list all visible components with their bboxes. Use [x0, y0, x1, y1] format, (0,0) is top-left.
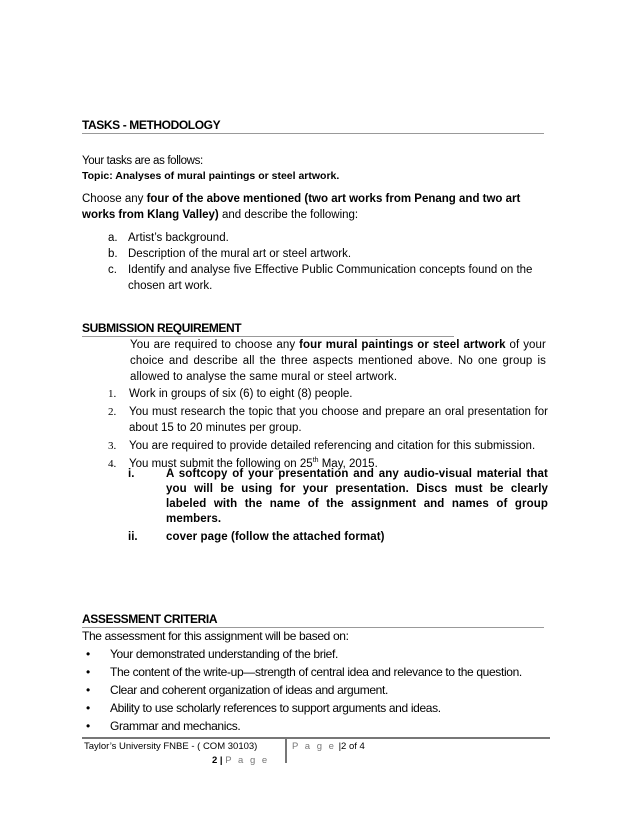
submission-paragraph: You are required to choose any four mural paintings or steel artwork of your choice and describe all the three aspects mentioned above. No one group is allowed to analyse the same mural or steel artwork.	[130, 339, 546, 383]
list-item: 1. Work in groups of six (6) to eight (8) people.	[108, 388, 353, 400]
list-item: • Clear and coherent organization of ideas and argument.	[86, 683, 388, 697]
list-item: • Your demonstrated understanding of the brief.	[86, 647, 338, 661]
footer-course: Taylor’s University FNBE - ( COM 30103)	[84, 741, 258, 752]
submission-heading: SUBMISSION REQUIREMENT	[82, 321, 454, 337]
list-item: 4. You must submit the following on 25th May, 2015.	[108, 457, 378, 470]
tasks-heading: TASKS - METHODOLOGY	[82, 118, 544, 134]
tasks-choose-paragraph: Choose any four of the above mentioned (two art works from Penang and two art works from Klang Valley) and describe the following:	[82, 193, 521, 221]
list-item: 2. You must research the topic that you choose and prepare an oral presentation for about 15 to 20 minutes per group.	[108, 406, 548, 434]
list-item: b. Description of the mural art or steel artwork.	[108, 248, 352, 260]
assessment-intro: The assessment for this assignment will be based on:	[82, 629, 349, 643]
footer-page-indicator: P a g e |2 of 4	[292, 741, 365, 752]
assessment-heading: ASSESSMENT CRITERIA	[82, 612, 544, 628]
footer-divider	[285, 739, 287, 763]
submission-sub-list	[128, 467, 548, 548]
list-item: i. A softcopy of your presentation and any audio-visual material that you will be using for your presentation. Discs must be clearly labeled with the name of the assignment and names of group members.	[128, 468, 548, 525]
assessment-list	[86, 645, 546, 735]
submission-list	[108, 386, 548, 474]
tasks-list	[108, 230, 548, 294]
list-item: • Grammar and mechanics.	[86, 719, 241, 733]
footer-rule	[82, 737, 550, 739]
list-item: • Ability to use scholarly references to support arguments and ideas.	[86, 701, 441, 715]
tasks-topic: Topic: Analyses of mural paintings or steel artwork.	[82, 170, 340, 182]
list-item: ii. cover page (follow the attached format)	[128, 531, 385, 543]
list-item: a. Artist’s background.	[108, 232, 229, 244]
list-item: • The content of the write-up—strength of central idea and relevance to the question.	[86, 665, 522, 679]
footer-page-number: 2 | P a g e	[212, 755, 270, 766]
list-item: 3. You are required to provide detailed referencing and citation for this submission.	[108, 440, 536, 452]
tasks-intro: Your tasks are as follows:	[82, 155, 203, 167]
list-item: c. Identify and analyse five Effective Public Communication concepts found on the chosen art work.	[108, 264, 533, 292]
